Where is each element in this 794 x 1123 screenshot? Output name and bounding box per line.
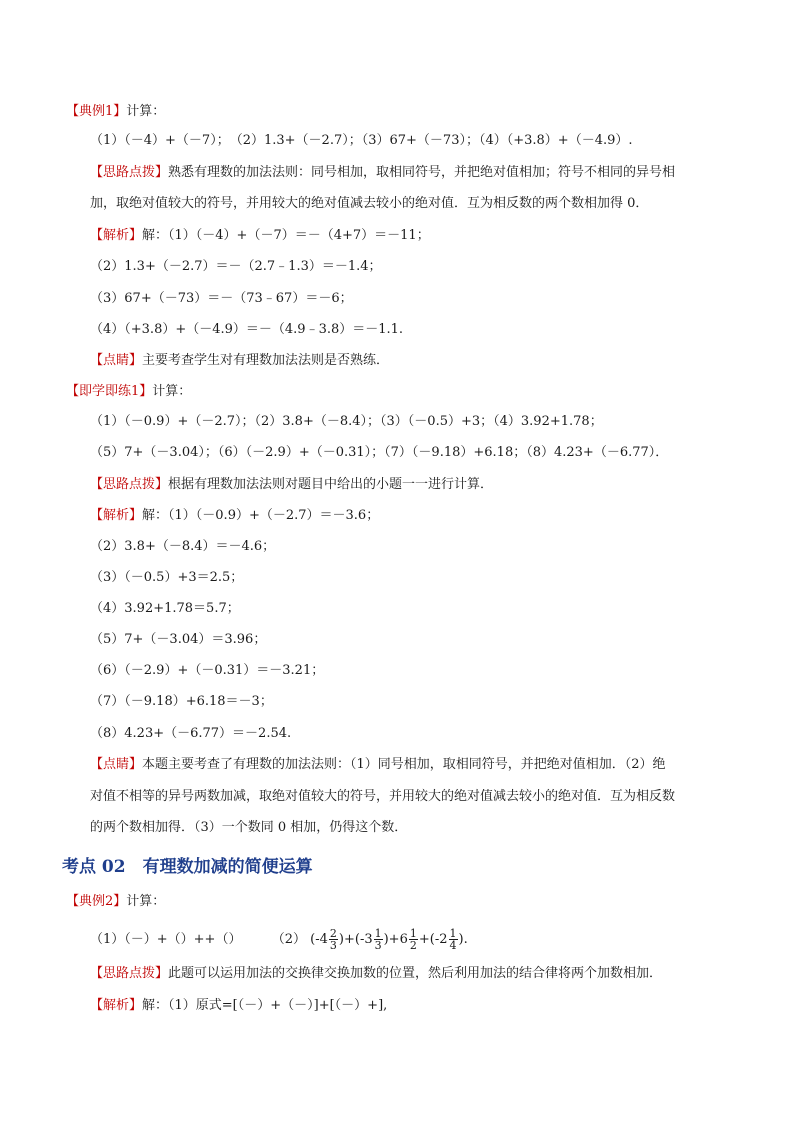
practice-1-hint (90, 476, 493, 494)
solution-line: （3）67+（－73）＝－（73﹣67）＝－6； (90, 291, 353, 306)
expression-text: )+6 (383, 932, 408, 947)
example-prompt: 计算： (126, 104, 166, 119)
fraction: $\frac{1}{4}$ (449, 927, 457, 952)
solution-line: （4）3.92+1.78＝5.7； (90, 601, 240, 616)
example-1-note (90, 352, 389, 370)
note-tag: 【点睛】 (90, 757, 143, 772)
practice-prompt: 计算： (152, 384, 192, 399)
note-text: 本题主要考查了有理数的加法法则：（1）同号相加，取相同符号，并把绝对值相加．（2）绝 (142, 757, 666, 772)
example-tag: 【典例1】 (66, 104, 127, 119)
hint-text: 熟悉有理数的加法法则：同号相加，取相同符号，并把绝对值相加；符号不相同的异号相 (168, 165, 676, 180)
solution-line: 解：（1）原式=[（－）+（－）]+[（－）+], (142, 998, 388, 1013)
solution-line: 解：（1）（－4）+（－7）＝－（4+7）＝－11； (142, 228, 430, 243)
solution-line: （6）（－2.9）+（－0.31）＝－3.21； (90, 663, 325, 678)
practice-1-title (66, 383, 191, 401)
practice-tag: 【即学即练1】 (66, 384, 153, 399)
solution-line: （3）（－0.5）+3＝2.5； (90, 570, 244, 585)
hint-tag: 【思路点拨】 (90, 477, 169, 492)
practice-1-problem: （1）（－0.9）+（－2.7）；（2）3.8+（－8.4）；（3）（－0.5）+3；（4）3.92+1.78； (90, 414, 603, 429)
example-1-problem: （1）（－4）+（－7）； （2）1.3+（－2.7）；（3）67+（－73）；（4）（+3.8）+（－4.9）. (90, 133, 633, 148)
solution-line: （4）（+3.8）+（－4.9）＝－（4.9﹣3.8）＝－1.1. (90, 322, 404, 337)
expression-text: +(-2 (418, 932, 448, 947)
example-2-problem (90, 927, 468, 953)
note-tag: 【点睛】 (90, 353, 143, 368)
example-prompt: 计算： (126, 894, 166, 909)
problem-part-2-label: （2） (271, 932, 307, 947)
example-1-hint-cont: 加，取绝对值较大的符号，并用较大的绝对值减去较小的绝对值．互为相反数的两个数相加得 0． (90, 196, 649, 211)
solution-line: （7）（－9.18）+6.18＝－3； (90, 694, 273, 709)
example-2-hint (90, 965, 662, 983)
example-2-solution (90, 997, 387, 1015)
section-heading: 考点 02 有理数加减的简便运算 (62, 857, 313, 877)
problem-part-1: （1）（－）+（）++（） (90, 932, 242, 947)
example-1-title (66, 103, 165, 121)
fraction: $\frac{1}{2}$ (409, 927, 417, 952)
example-1-hint (90, 164, 675, 182)
solution-line: （2）1.3+（－2.7）＝－（2.7﹣1.3）＝－1.4； (90, 259, 382, 274)
hint-text: 此题可以运用加法的交换律交换加数的位置，然后利用加法的结合律将两个加数相加． (168, 966, 663, 981)
solution-tag: 【解析】 (90, 228, 143, 243)
note-text: 对值不相等的异号两数加减，取绝对值较大的符号，并用较大的绝对值减去较小的绝对值．互为相反数 (90, 789, 676, 804)
solution-tag: 【解析】 (90, 508, 143, 523)
fraction: $\frac{2}{3}$ (329, 927, 337, 952)
solution-line: （8）4.23+（－6.77）＝－2.54. (90, 726, 292, 741)
example-2-title (66, 893, 165, 911)
hint-tag: 【思路点拨】 (90, 165, 169, 180)
expression-text: ). (458, 932, 468, 947)
example-1-solution (90, 227, 430, 245)
solution-line: 解：（1）（－0.9）+（－2.7）＝－3.6； (142, 508, 380, 523)
practice-1-problem: （5）7+（－3.04）；（6）（－2.9）+（－0.31）；（7）（－9.18）+6.18；（8）4.23+（－6.77）． (90, 445, 669, 460)
expression-text: (-4 (310, 932, 328, 947)
solution-tag: 【解析】 (90, 998, 143, 1013)
example-tag: 【典例2】 (66, 894, 127, 909)
note-text: 的两个数相加得．（3）一个数同 0 相加，仍得这个数． (90, 820, 408, 835)
solution-line: （5）7+（－3.04）＝3.96； (90, 632, 267, 647)
solution-line: （2）3.8+（－8.4）＝－4.6； (90, 539, 276, 554)
note-text: 主要考查学生对有理数加法法则是否熟练． (142, 353, 390, 368)
practice-1-solution (90, 507, 379, 525)
hint-text: 根据有理数加法法则对题目中给出的小题一一进行计算． (168, 477, 494, 492)
practice-1-note (90, 756, 666, 774)
fraction: $\frac{1}{3}$ (374, 927, 382, 952)
expression-text: )+(-3 (338, 932, 373, 947)
hint-tag: 【思路点拨】 (90, 966, 169, 981)
